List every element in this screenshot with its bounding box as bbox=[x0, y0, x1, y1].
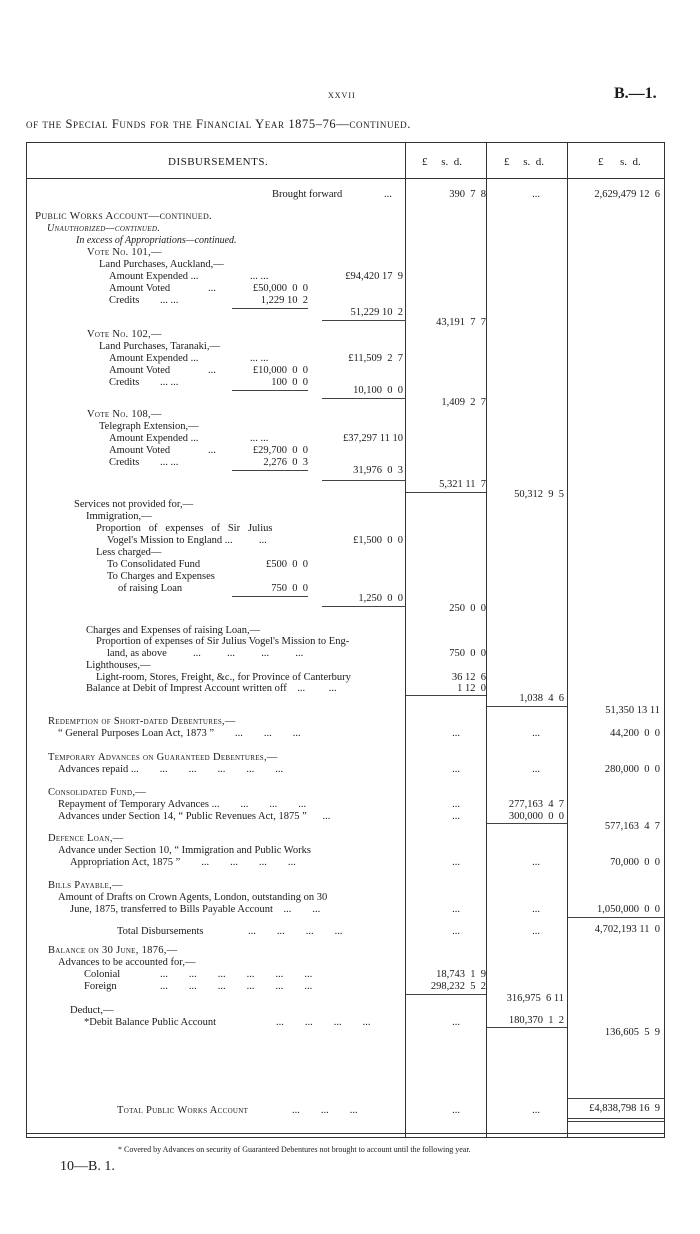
vote-102-label: Vote No. 102,— bbox=[87, 329, 162, 340]
vote-102-voted-dots: ... bbox=[208, 365, 216, 376]
redemption-c2: ... bbox=[532, 728, 540, 739]
col2-rule-2 bbox=[487, 823, 567, 824]
services-charges2: of raising Loan bbox=[118, 583, 183, 594]
balance-foreign-c1: 298,232 5 2 bbox=[430, 981, 486, 992]
consolidated-r1: Repayment of Temporary Advances ... ... ... ... bbox=[58, 799, 307, 810]
consolidated-r2-c2: 300,000 0 0 bbox=[508, 811, 564, 822]
services-cons-amt: £500 0 0 bbox=[266, 559, 308, 570]
table-header-rule bbox=[26, 178, 664, 179]
column-header-c1: £ s. d. bbox=[422, 156, 463, 168]
vote-102-rule2 bbox=[322, 398, 406, 399]
vote-101-expended-dots: ... ... bbox=[250, 271, 269, 282]
consolidated-r2: Advances under Section 14, “ Public Revenues Act, 1875 ” ... bbox=[58, 811, 331, 822]
subsection-unauthorized: Unauthorized—continued. bbox=[47, 223, 161, 234]
bills-r1: Amount of Drafts on Crown Agents, London, outstanding on 30 bbox=[58, 892, 328, 903]
col3-double-rule-2 bbox=[568, 1121, 664, 1122]
temporary-c2: ... bbox=[532, 764, 540, 775]
col1-rule-1 bbox=[406, 492, 486, 493]
table-bottom-rule bbox=[26, 1133, 664, 1134]
redemption-sub: “ General Purposes Loan Act, 1873 ” ... ... ... bbox=[58, 728, 301, 739]
total-disbursements-c1: ... bbox=[452, 926, 460, 937]
redemption-c3: 44,200 0 0 bbox=[610, 728, 660, 739]
services-prop-amt: £1,500 0 0 bbox=[353, 535, 403, 546]
defence-c1: ... bbox=[452, 857, 460, 868]
column-header-disbursements: DISBURSEMENTS. bbox=[168, 156, 269, 168]
vote-101-rule2 bbox=[322, 320, 406, 321]
consolidated-r2-c1: ... bbox=[452, 811, 460, 822]
total-pwa-c2: ... bbox=[532, 1105, 540, 1116]
temporary-title: Temporary Advances on Guaranteed Debentures,— bbox=[48, 752, 278, 763]
loan-balance: Balance at Debit of Imprest Account written off ... ... bbox=[86, 683, 337, 694]
col1-rule-2 bbox=[406, 695, 486, 696]
consolidated-title: Consolidated Fund,— bbox=[48, 787, 147, 798]
temporary-sub: Advances repaid ... ... ... ... ... ... bbox=[58, 764, 284, 775]
defence-r1: Advance under Section 10, “ Immigration and Public Works bbox=[58, 845, 311, 856]
vote-102-credits: Credits bbox=[109, 377, 140, 388]
balance-title: Balance on 30 June, 1876,— bbox=[48, 945, 178, 956]
defence-r2: Appropriation Act, 1875 ” ... ... ... ... bbox=[70, 857, 296, 868]
vote-102-expended-dots: ... ... bbox=[250, 353, 269, 364]
page-footer: 10—B. 1. bbox=[60, 1159, 115, 1174]
defence-c2: ... bbox=[532, 857, 540, 868]
services-rule bbox=[232, 596, 308, 597]
vote-108-credits-amt: 2,276 0 3 bbox=[263, 457, 308, 468]
vote-108-label: Vote No. 108,— bbox=[87, 409, 162, 420]
vote-101-rule bbox=[232, 308, 308, 309]
services-title: Services not provided for,— bbox=[74, 499, 194, 510]
services-immigration: Immigration,— bbox=[86, 511, 152, 522]
vote-101-expended: Amount Expended ... bbox=[109, 271, 199, 282]
loan-c2: 1,038 4 6 bbox=[519, 693, 564, 704]
col2-rule-3 bbox=[487, 1027, 567, 1028]
vote-108-voted: Amount Voted bbox=[109, 445, 171, 456]
vote-101-c1: 43,191 7 7 bbox=[436, 317, 486, 328]
vote-102-voted: Amount Voted bbox=[109, 365, 171, 376]
vote-108-c2: 50,312 9 5 bbox=[514, 489, 564, 500]
total-pwa-c1: ... bbox=[452, 1105, 460, 1116]
vote-108-c1: 5,321 11 7 bbox=[439, 479, 486, 490]
services-charges-amt: 750 0 0 bbox=[271, 583, 308, 594]
services-cons: To Consolidated Fund bbox=[107, 559, 201, 570]
bills-c3: 1,050,000 0 0 bbox=[597, 904, 660, 915]
temporary-c1: ... bbox=[452, 764, 460, 775]
balance-foreign-dots: ... ... ... ... ... ... bbox=[160, 981, 313, 992]
vote-108-rule bbox=[232, 470, 308, 471]
defence-c3: 70,000 0 0 bbox=[610, 857, 660, 868]
redemption-c1: ... bbox=[452, 728, 460, 739]
balance-colonial-c1: 18,743 1 9 bbox=[436, 969, 486, 980]
loan-prop1: Proportion of expenses of Sir Julius Vogel's Mission to Eng- bbox=[96, 636, 350, 647]
bills-title: Bills Payable,— bbox=[48, 880, 123, 891]
vote-108-expended: Amount Expended ... bbox=[109, 433, 199, 444]
vote-108-expended-dots: ... ... bbox=[250, 433, 269, 444]
services-c1: 250 0 0 bbox=[449, 603, 486, 614]
section-public-works-title: Public Works Account—continued. bbox=[35, 210, 213, 222]
balance-c3: 136,605 5 9 bbox=[604, 1027, 660, 1038]
loan-light: Lighthouses,— bbox=[86, 660, 151, 671]
subsection-excess: In excess of Appropriations—continued. bbox=[76, 235, 237, 246]
vote-102-credits-amt: 100 0 0 bbox=[271, 377, 308, 388]
consolidated-r1-c1: ... bbox=[452, 799, 460, 810]
vote-101-voted-amt: £50,000 0 0 bbox=[252, 283, 308, 294]
vote-101-credits: Credits bbox=[109, 295, 140, 306]
vote-101-label: Vote No. 101,— bbox=[87, 247, 162, 258]
services-rule2 bbox=[322, 606, 406, 607]
vote-102-sub: Land Purchases, Taranaki,— bbox=[99, 341, 220, 352]
loan-light2: Light-room, Stores, Freight, &c., for Province of Canterbury bbox=[96, 672, 351, 683]
total-disbursements-label: Total Disbursements bbox=[117, 926, 204, 937]
bills-r2: June, 1875, transferred to Bills Payable Account ... ... bbox=[70, 904, 321, 915]
loan-balance-c1: 1 12 0 bbox=[457, 683, 486, 694]
vote-108-voted-amt: £29,700 0 0 bbox=[252, 445, 308, 456]
balance-sub: Advances to be accounted for,— bbox=[58, 957, 196, 968]
table-top-rule bbox=[26, 142, 664, 143]
brought-forward-dots: ... bbox=[384, 189, 392, 200]
total-disbursements-c3: 4,702,193 11 0 bbox=[594, 924, 660, 935]
col3-rule-2 bbox=[568, 1098, 664, 1099]
total-pwa-label: Total Public Works Account bbox=[117, 1105, 249, 1116]
col1-divider bbox=[405, 142, 406, 1138]
balance-deduct: Deduct,— bbox=[70, 1005, 114, 1016]
vote-108-credits-dots: ... ... bbox=[160, 457, 179, 468]
vote-102-expended: Amount Expended ... bbox=[109, 353, 199, 364]
col3-divider bbox=[567, 142, 568, 1138]
balance-debit-dots: ... ... ... ... bbox=[276, 1017, 371, 1028]
col2-rule-1 bbox=[487, 706, 567, 707]
vote-101-credits-dots: ... ... bbox=[160, 295, 179, 306]
vote-108-rule2 bbox=[322, 480, 406, 481]
vote-108-total: 31,976 0 3 bbox=[353, 465, 403, 476]
services-total: 1,250 0 0 bbox=[358, 593, 403, 604]
col1-rule-3 bbox=[406, 994, 486, 995]
vote-102-rule bbox=[232, 390, 308, 391]
brought-forward-label: Brought forward bbox=[272, 189, 343, 200]
loan-prop-c1: 750 0 0 bbox=[449, 648, 486, 659]
vote-108-voted-dots: ... bbox=[208, 445, 216, 456]
total-pwa-c3: £4,838,798 16 9 bbox=[589, 1103, 660, 1114]
vote-108-sub: Telegraph Extension,— bbox=[99, 421, 199, 432]
total-disbursements-dots: ... ... ... ... bbox=[248, 926, 343, 937]
column-header-c3: £ s. d. bbox=[598, 156, 641, 168]
services-prop2: Vogel's Mission to England ... ... bbox=[107, 535, 267, 546]
services-charges1: To Charges and Expenses bbox=[107, 571, 215, 582]
footnote: * Covered by Advances on security of Guaranteed Debentures not brought to account until the following year. bbox=[118, 1145, 471, 1154]
vote-108-expended-amt: £37,297 11 10 bbox=[343, 433, 403, 444]
balance-debit-c2: 180,370 1 2 bbox=[508, 1015, 564, 1026]
defence-title: Defence Loan,— bbox=[48, 833, 124, 844]
vote-101-voted: Amount Voted bbox=[109, 283, 171, 294]
balance-debit-c1: ... bbox=[452, 1017, 460, 1028]
consolidated-r1-c2: 277,163 4 7 bbox=[508, 799, 564, 810]
page-number: xxvii bbox=[328, 87, 356, 101]
redemption-title: Redemption of Short-dated Debentures,— bbox=[48, 716, 236, 727]
loan-title: Charges and Expenses of raising Loan,— bbox=[86, 625, 261, 636]
balance-debit: *Debit Balance Public Account bbox=[84, 1017, 217, 1028]
vote-102-c1: 1,409 2 7 bbox=[441, 397, 486, 408]
vote-102-credits-dots: ... ... bbox=[160, 377, 179, 388]
loan-prop2: land, as above ... ... ... ... bbox=[107, 648, 304, 659]
loan-light-c1: 36 12 6 bbox=[451, 672, 486, 683]
table-bottom-rule-2 bbox=[26, 1137, 664, 1138]
brought-forward-c1: 390 7 8 bbox=[449, 189, 486, 200]
section-public-works bbox=[35, 211, 212, 222]
table-right-border bbox=[664, 142, 665, 1138]
services-prop1: Proportion of expenses of Sir Julius bbox=[96, 523, 273, 534]
col3-double-rule-1 bbox=[568, 1118, 664, 1119]
balance-foreign: Foreign bbox=[84, 981, 117, 992]
balance-c2-sum: 316,975 6 11 bbox=[506, 993, 564, 1004]
col3-rule-1 bbox=[568, 917, 664, 918]
vote-101-expended-amt: £94,420 17 9 bbox=[345, 271, 403, 282]
brought-forward-c2: ... bbox=[532, 189, 540, 200]
vote-101-voted-dots: ... bbox=[208, 283, 216, 294]
c3-sum-1: 51,350 13 11 bbox=[605, 705, 660, 716]
total-disbursements-c2: ... bbox=[532, 926, 540, 937]
balance-colonial: Colonial bbox=[84, 969, 121, 980]
vote-101-sub: Land Purchases, Auckland,— bbox=[99, 259, 224, 270]
vote-108-credits: Credits bbox=[109, 457, 140, 468]
brought-forward-c3: 2,629,479 12 6 bbox=[594, 189, 660, 200]
vote-101-credits-amt: 1,229 10 2 bbox=[260, 295, 308, 306]
vote-102-voted-amt: £10,000 0 0 bbox=[252, 365, 308, 376]
page-title: of the Special Funds for the Financial Year 1875–76—continued. bbox=[26, 117, 411, 131]
vote-101-total: 51,229 10 2 bbox=[350, 307, 403, 318]
document-reference: B.—1. bbox=[614, 85, 657, 102]
services-less: Less charged— bbox=[96, 547, 162, 558]
column-header-c2: £ s. d. bbox=[504, 156, 545, 168]
consolidated-c3: 577,163 4 7 bbox=[604, 821, 660, 832]
bills-c2: ... bbox=[532, 904, 540, 915]
vote-102-total: 10,100 0 0 bbox=[353, 385, 403, 396]
bills-c1: ... bbox=[452, 904, 460, 915]
total-pwa-dots: ... ... ... bbox=[292, 1105, 358, 1116]
vote-102-expended-amt: £11,509 2 7 bbox=[348, 353, 403, 364]
balance-colonial-dots: ... ... ... ... ... ... bbox=[160, 969, 313, 980]
temporary-c3: 280,000 0 0 bbox=[604, 764, 660, 775]
table-left-border bbox=[26, 142, 27, 1138]
col2-divider bbox=[486, 142, 487, 1138]
